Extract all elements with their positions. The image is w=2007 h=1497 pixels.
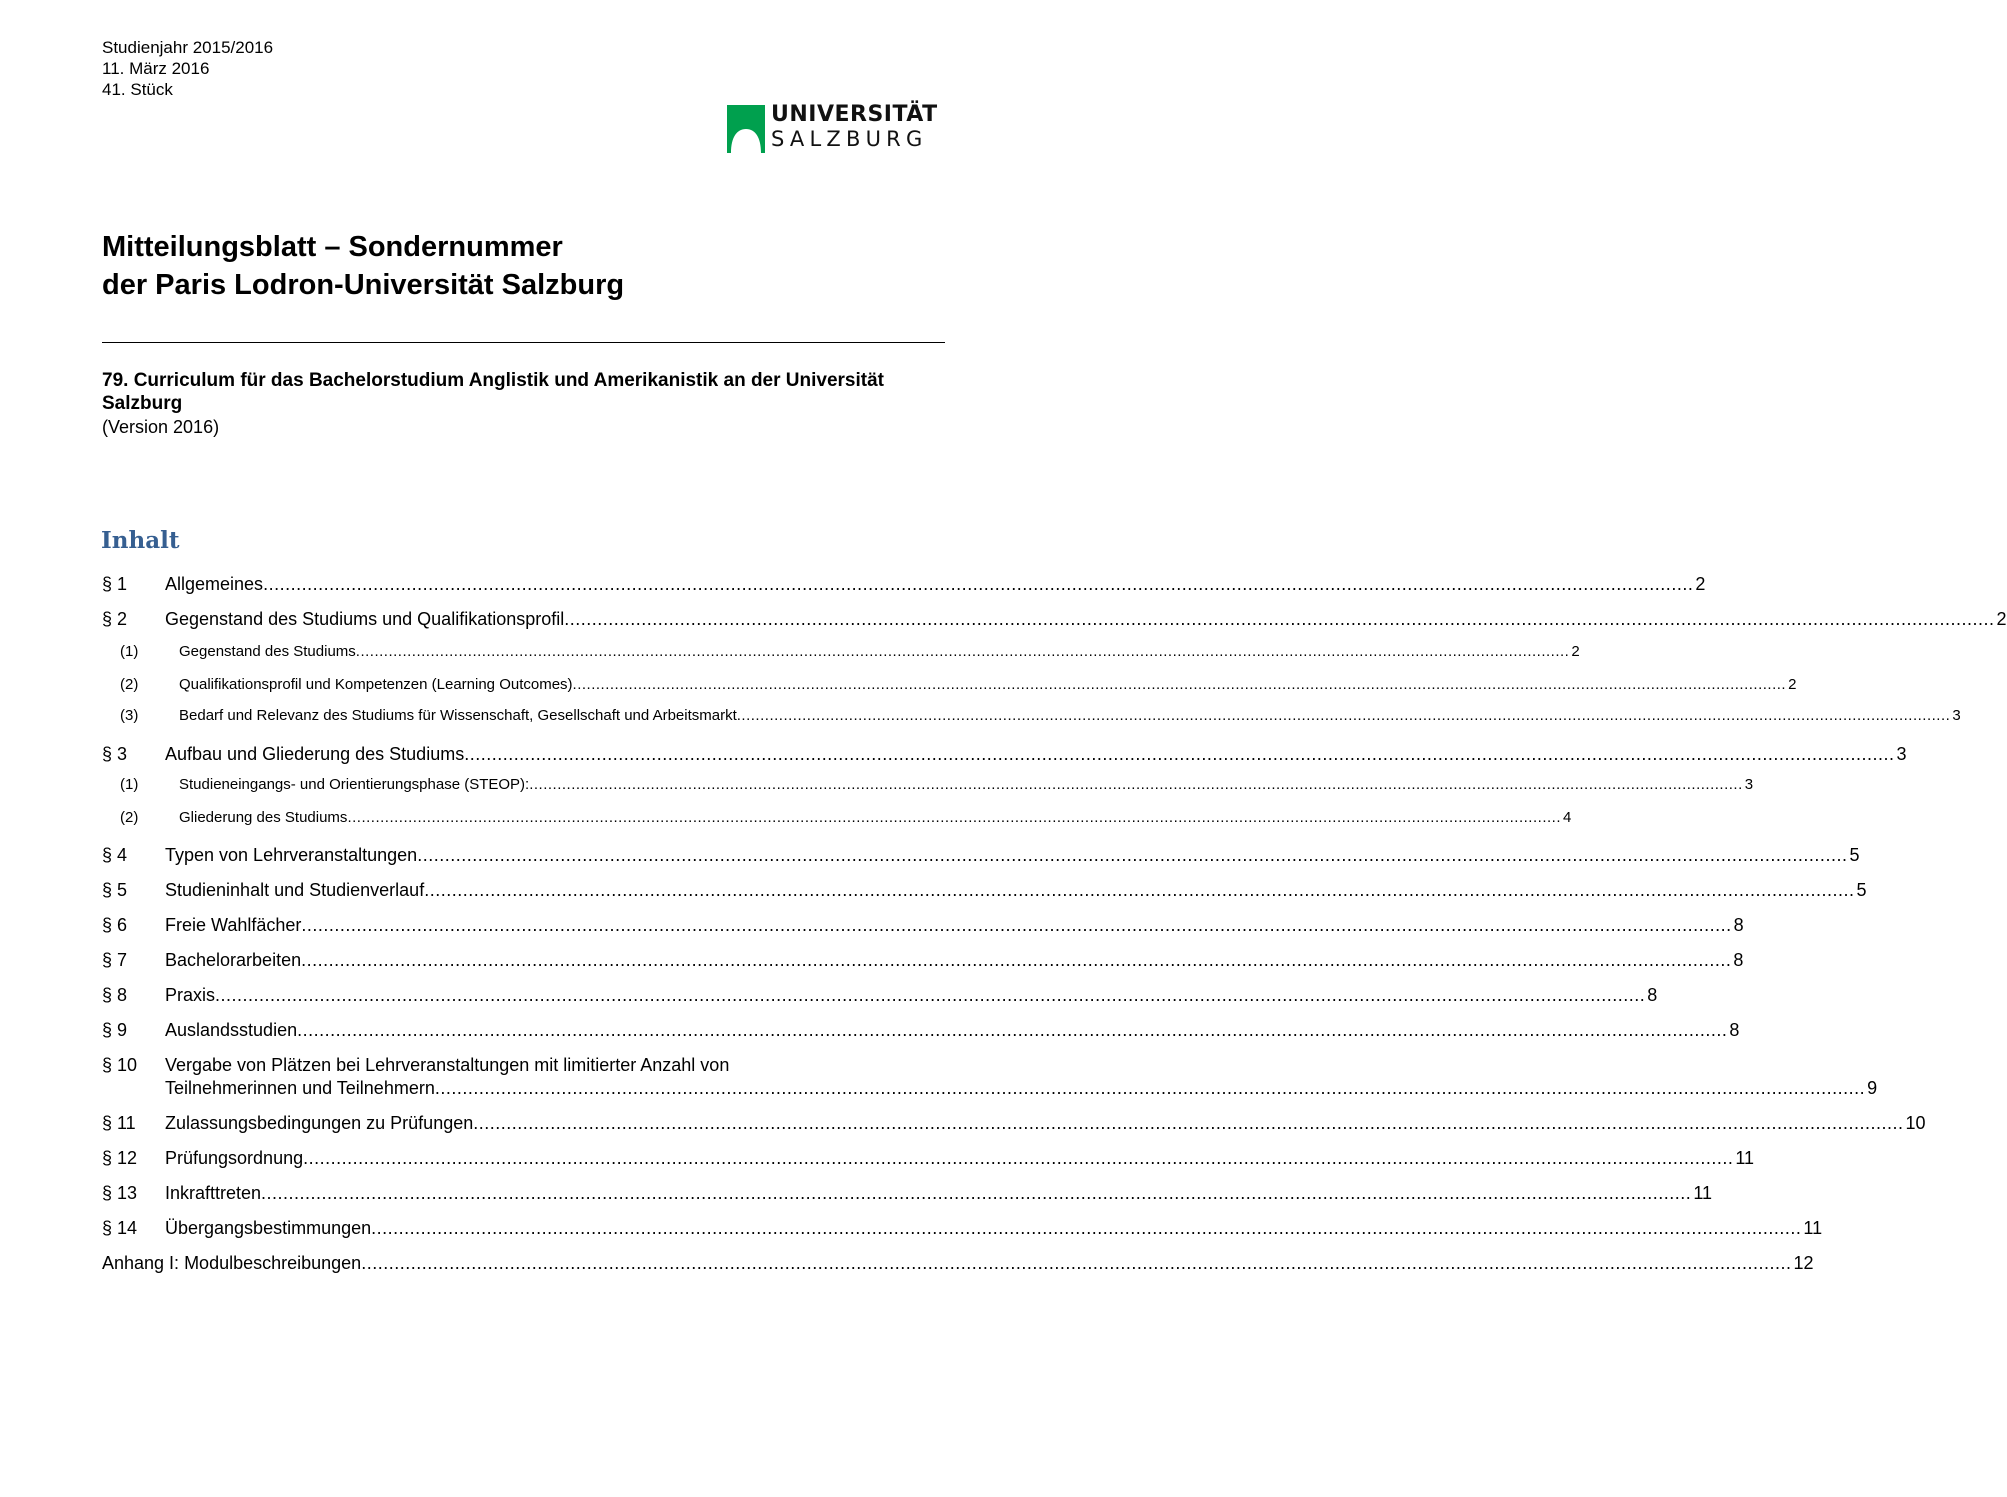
toc-entry-number: § 12 [102, 1148, 138, 1168]
toc-entry-title-continued: Teilnehmerinnen und Teilnehmern [165, 1078, 435, 1098]
toc-page-number: 5 [1856, 880, 1867, 900]
toc-entry-number: § 14 [102, 1218, 138, 1238]
toc-entry-title: Auslandsstudien [165, 1020, 298, 1040]
toc-entry-number: § 4 [102, 845, 128, 865]
toc-heading: Inhalt [101, 527, 180, 554]
toc-page-number: 3 [1952, 707, 1961, 724]
toc-dot-leader: .................................................................................................................................................................................................................................................................... [347, 809, 1561, 826]
toc-entry-title: Bedarf und Relevanz des Studiums für Wissenschaft, Gesellschaft und Arbeitsmarkt [179, 707, 737, 724]
toc-page-number: 3 [1896, 744, 1907, 764]
toc-dot-leader: .................................................................................................................................................................................................................................................................... [564, 609, 1995, 629]
toc-entry-number: § 7 [102, 950, 128, 970]
toc-entry-title: Prüfungsordnung [165, 1148, 304, 1168]
toc-entry-number: (1) [120, 643, 139, 660]
issue-number: 41. Stück [102, 80, 173, 99]
toc-entry-title: Studieneingangs- und Orientierungsphase (STEOP): [179, 776, 530, 793]
toc-entry-title: Anhang I: Modulbeschreibungen [102, 1253, 362, 1273]
toc-page-number: 9 [1867, 1078, 1878, 1098]
toc-page-number: 2 [1788, 676, 1797, 693]
toc-dot-leader: .................................................................................................................................................................................................................................................................... [297, 1020, 1728, 1040]
toc-entry-title: Typen von Lehrveranstaltungen [165, 845, 418, 865]
toc-dot-leader: .................................................................................................................................................................................................................................................................... [473, 1113, 1904, 1133]
toc-entry-number: § 3 [102, 744, 128, 764]
toc-entry-title: Vergabe von Plätzen bei Lehrveranstaltungen mit limitierter Anzahl von [165, 1055, 730, 1075]
toc-entry-number: § 1 [102, 574, 128, 594]
toc-dot-leader: .................................................................................................................................................................................................................................................................... [464, 744, 1895, 764]
toc-dot-leader: .................................................................................................................................................................................................................................................................... [434, 1078, 1866, 1098]
arch-logo-icon [727, 105, 765, 153]
toc-dot-leader: .................................................................................................................................................................................................................................................................... [355, 643, 1570, 660]
toc-dot-leader: .................................................................................................................................................................................................................................................................... [215, 985, 1646, 1005]
toc-dot-leader: .................................................................................................................................................................................................................................................................... [371, 1218, 1802, 1238]
toc-entry-number: (3) [120, 707, 139, 724]
page-title [102, 228, 624, 304]
issue-date: 11. März 2016 [102, 59, 210, 78]
toc-dot-leader: .................................................................................................................................................................................................................................................................... [361, 1253, 1792, 1273]
toc-page-number: 8 [1647, 985, 1658, 1005]
title-divider [102, 342, 945, 343]
toc-dot-leader: .................................................................................................................................................................................................................................................................... [261, 1183, 1692, 1203]
logo-text-universitaet: UNIVERSITÄT [771, 102, 938, 127]
toc-entry-number: § 5 [102, 880, 128, 900]
title-line-1: Mitteilungsblatt – Sondernummer [102, 231, 563, 263]
toc-page-number: 11 [1735, 1148, 1755, 1168]
toc-dot-leader: .................................................................................................................................................................................................................................................................... [301, 915, 1732, 935]
toc-entry-number: § 2 [102, 609, 128, 629]
toc-dot-leader: .................................................................................................................................................................................................................................................................... [572, 676, 1787, 693]
toc-page-number: 2 [1996, 609, 2007, 629]
toc-entry-title: Zulassungsbedingungen zu Prüfungen [165, 1113, 474, 1133]
toc-entry-title: Gegenstand des Studiums und Qualifikationsprofil [165, 609, 565, 629]
toc-entry-title: Studieninhalt und Studienverlauf [165, 880, 425, 900]
curriculum-version: (Version 2016) [102, 417, 220, 437]
toc-page-number: 4 [1562, 809, 1572, 826]
toc-dot-leader: .................................................................................................................................................................................................................................................................... [736, 707, 1951, 724]
toc-entry-title: Inkrafttreten [165, 1183, 262, 1203]
toc-page-number: 10 [1905, 1113, 1926, 1133]
toc-dot-leader: .................................................................................................................................................................................................................................................................... [303, 1148, 1734, 1168]
document-meta [102, 37, 273, 100]
toc-page-number: 5 [1849, 845, 1860, 865]
toc-entry-title: Freie Wahlfächer [165, 915, 302, 935]
title-line-2: der Paris Lodron-Universität Salzburg [102, 269, 625, 301]
toc-entry-number: (1) [120, 776, 139, 793]
toc-page-number: 11 [1693, 1183, 1712, 1203]
toc-page-number: 12 [1793, 1253, 1814, 1273]
toc-entry-number: (2) [120, 809, 139, 826]
toc-page-number: 8 [1733, 915, 1744, 935]
toc-entry-number: § 10 [102, 1055, 138, 1075]
toc-entry-number: (2) [120, 676, 139, 693]
academic-year: Studienjahr 2015/2016 [102, 38, 274, 57]
toc-entry-title: Gegenstand des Studiums [179, 643, 356, 660]
toc-entry-title: Praxis [165, 985, 216, 1005]
toc-page-number: 3 [1744, 776, 1754, 793]
toc-entry-title: Bachelorarbeiten [165, 950, 302, 970]
toc-dot-leader: .................................................................................................................................................................................................................................................................... [417, 845, 1848, 865]
toc-page-number: 8 [1733, 950, 1744, 970]
toc-page-number: 11 [1803, 1218, 1823, 1238]
toc-entry-title: Gliederung des Studiums [179, 809, 348, 826]
toc-entry-number: § 8 [102, 985, 128, 1005]
toc-entry-number: § 6 [102, 915, 128, 935]
toc-entry-number: § 9 [102, 1020, 128, 1040]
toc-entry-title: Qualifikationsprofil und Kompetenzen (Learning Outcomes) [179, 676, 573, 693]
toc-dot-leader: .................................................................................................................................................................................................................................................................... [529, 776, 1743, 793]
toc-entry-number: § 13 [102, 1183, 138, 1203]
toc-entry-title: Übergangsbestimmungen [165, 1218, 372, 1238]
toc-page-number: 8 [1729, 1020, 1740, 1040]
toc-dot-leader: .................................................................................................................................................................................................................................................................... [424, 880, 1855, 900]
toc-entry-number: § 11 [102, 1113, 136, 1133]
toc-entry-title: Aufbau und Gliederung des Studiums [165, 744, 465, 764]
curriculum-title: 79. Curriculum für das Bachelorstudium Anglistik und Amerikanistik an der Universität Salzburg [102, 370, 884, 414]
toc-page-number: 2 [1571, 643, 1580, 660]
toc-dot-leader: .................................................................................................................................................................................................................................................................... [263, 574, 1694, 594]
toc-page-number: 2 [1695, 574, 1706, 594]
toc-entry-title: Allgemeines [165, 574, 264, 594]
university-logo [727, 102, 938, 155]
toc-dot-leader: .................................................................................................................................................................................................................................................................... [301, 950, 1732, 970]
logo-text-salzburg: SALZBURG [771, 127, 928, 151]
